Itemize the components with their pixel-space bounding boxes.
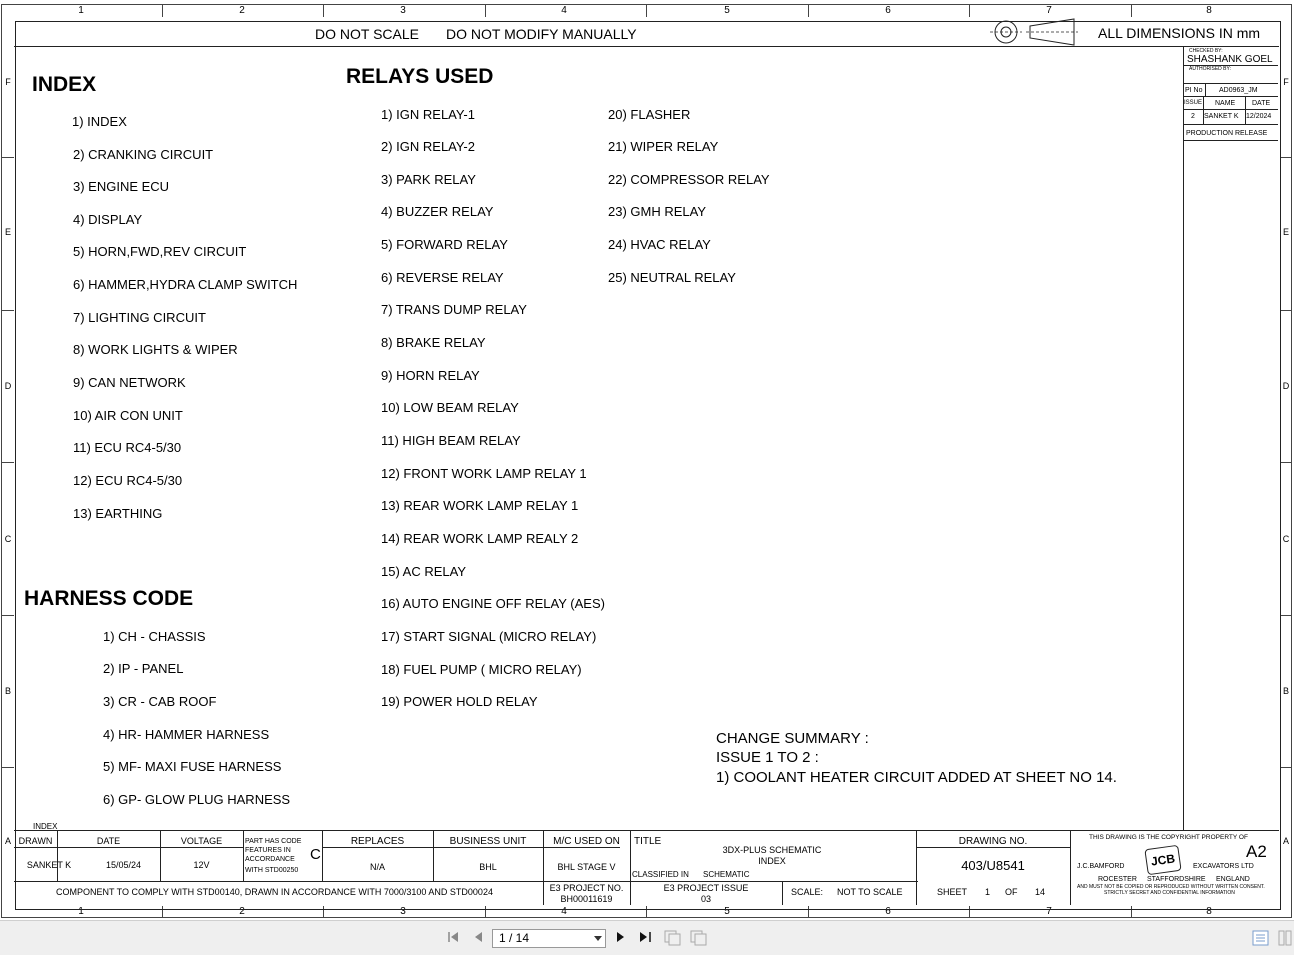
scale-value: NOT TO SCALE bbox=[837, 887, 903, 897]
zone-col-label: 5 bbox=[724, 906, 730, 917]
legal-note-2: STRICTLY SECRET AND CONFIDENTIAL INFORMATION bbox=[1104, 890, 1235, 896]
chevron-down-icon bbox=[594, 936, 602, 942]
name-label: NAME bbox=[1215, 100, 1236, 107]
sheet-word: SHEET bbox=[937, 887, 968, 897]
zone-col-label: 5 bbox=[724, 5, 730, 16]
relay-item: 4) BUZZER RELAY bbox=[381, 204, 494, 219]
index-item: 4) DISPLAY bbox=[73, 212, 143, 227]
pi-no-value: AD0963_JM bbox=[1219, 87, 1258, 94]
zone-col-label: 4 bbox=[561, 906, 567, 917]
index-item: 8) WORK LIGHTS & WIPER bbox=[73, 342, 238, 357]
zone-row-label: F bbox=[5, 77, 11, 87]
relay-item: 22) COMPRESSOR RELAY bbox=[608, 172, 770, 187]
zone-col-label: 6 bbox=[885, 5, 891, 16]
do-not-scale-note: DO NOT SCALE bbox=[315, 26, 419, 42]
relay-item: 10) LOW BEAM RELAY bbox=[381, 400, 519, 415]
two-page-view-button[interactable] bbox=[1278, 930, 1292, 949]
relay-item: 3) PARK RELAY bbox=[381, 172, 476, 187]
comply-note: COMPONENT TO COMPLY WITH STD00140, DRAWN IN ACCORDANCE WITH 7000/3100 AND STD00024 bbox=[56, 887, 493, 897]
harness-item: 1) CH - CHASSIS bbox=[103, 629, 206, 644]
paste-page-icon bbox=[690, 930, 708, 946]
viewer-toolbar bbox=[0, 920, 1294, 955]
legal-note-1: AND MUST NOT BE COPIED OR REPRODUCED WITHOUT WRITTEN CONSENT. bbox=[1077, 884, 1265, 890]
zone-row-label: A bbox=[1282, 836, 1289, 846]
voltage-label: VOLTAGE bbox=[180, 836, 223, 846]
prev-page-icon bbox=[472, 930, 486, 944]
relay-item: 9) HORN RELAY bbox=[381, 368, 480, 383]
drawing-title-line1: 3DX-PLUS SCHEMATIC bbox=[722, 845, 822, 855]
relay-item: 1) IGN RELAY-1 bbox=[381, 107, 475, 122]
two-page-icon bbox=[1278, 930, 1292, 946]
first-page-button[interactable] bbox=[446, 930, 460, 947]
title-label: TITLE bbox=[634, 836, 662, 847]
e3-project-issue-label: E3 PROJECT ISSUE bbox=[663, 883, 749, 893]
part-code-line4: WITH STD00250 bbox=[245, 867, 299, 874]
location-staffordshire: STAFFORDSHIRE bbox=[1147, 876, 1206, 883]
index-item: 10) AIR CON UNIT bbox=[73, 408, 183, 423]
relay-item: 11) HIGH BEAM RELAY bbox=[381, 433, 521, 448]
index-item: 1) INDEX bbox=[72, 114, 127, 129]
drawing-no-label: DRAWING NO. bbox=[958, 836, 1028, 847]
next-page-button[interactable] bbox=[614, 930, 628, 947]
relay-item: 5) FORWARD RELAY bbox=[381, 237, 508, 252]
classified-label: CLASSIFIED IN bbox=[632, 870, 689, 879]
location-rocester: ROCESTER bbox=[1098, 876, 1137, 883]
index-item: 2) CRANKING CIRCUIT bbox=[73, 147, 214, 162]
zone-row-label: A bbox=[4, 836, 11, 846]
zone-row-label: D bbox=[4, 381, 12, 391]
zone-col-label: 8 bbox=[1206, 5, 1212, 16]
relay-item: 16) AUTO ENGINE OFF RELAY (AES) bbox=[381, 596, 605, 611]
harness-item: 2) IP - PANEL bbox=[103, 661, 184, 676]
mc-used-label: M/C USED ON bbox=[553, 836, 620, 847]
relay-item: 14) REAR WORK LAMP REALY 2 bbox=[381, 531, 579, 546]
projection-symbol-icon bbox=[990, 18, 1080, 46]
sheet-total: 14 bbox=[1035, 887, 1046, 897]
zone-col-label: 8 bbox=[1206, 906, 1212, 917]
zone-row-label: D bbox=[1282, 381, 1290, 391]
single-page-view-button[interactable] bbox=[1252, 930, 1270, 949]
relays-heading: RELAYS USED bbox=[346, 65, 494, 88]
e3-project-no-value: BH00011619 bbox=[560, 894, 613, 904]
harness-item: 5) MF- MAXI FUSE HARNESS bbox=[103, 759, 282, 774]
relay-item: 19) POWER HOLD RELAY bbox=[381, 694, 538, 709]
relay-item: 23) GMH RELAY bbox=[608, 204, 707, 219]
company-name-right: EXCAVATORS LTD bbox=[1193, 863, 1254, 870]
name-value: SANKET K bbox=[1204, 113, 1239, 120]
zone-row-label: C bbox=[4, 534, 12, 544]
relay-item: 15) AC RELAY bbox=[381, 564, 467, 579]
relay-item: 17) START SIGNAL (MICRO RELAY) bbox=[381, 629, 597, 644]
relay-item: 25) NEUTRAL RELAY bbox=[608, 270, 736, 285]
relay-item: 20) FLASHER bbox=[608, 107, 691, 122]
single-page-icon bbox=[1252, 930, 1270, 946]
scale-label: SCALE: bbox=[791, 887, 824, 897]
drawing-title-line2: INDEX bbox=[758, 856, 786, 866]
sheet-size: A2 bbox=[1246, 842, 1267, 861]
relay-item: 24) HVAC RELAY bbox=[608, 237, 711, 252]
release-status: PRODUCTION RELEASE bbox=[1186, 130, 1268, 137]
last-page-icon bbox=[638, 930, 654, 944]
sheet-name-label: INDEX bbox=[33, 822, 58, 831]
issue-label: ISSUE bbox=[1184, 100, 1203, 106]
zone-col-label: 6 bbox=[885, 906, 891, 917]
part-code-value: C bbox=[310, 846, 321, 863]
index-item: 12) ECU RC4-5/30 bbox=[73, 473, 183, 488]
zone-row-label: B bbox=[4, 686, 11, 696]
zone-col-label: 3 bbox=[400, 5, 406, 16]
of-word: OF bbox=[1005, 887, 1018, 897]
change-summary-note: 1) COOLANT HEATER CIRCUIT ADDED AT SHEET NO 14. bbox=[716, 769, 1117, 786]
part-code-line1: PART HAS CODE bbox=[245, 838, 302, 845]
harness-heading: HARNESS CODE bbox=[24, 587, 194, 610]
page-thumbs-button[interactable] bbox=[664, 930, 682, 949]
index-item: 13) EARTHING bbox=[73, 506, 163, 521]
change-summary-title: CHANGE SUMMARY : bbox=[716, 730, 869, 747]
page-number-select[interactable] bbox=[492, 929, 606, 948]
page-indicator: 1 / 14 bbox=[499, 931, 530, 945]
zone-col-label: 2 bbox=[239, 5, 245, 16]
drawn-label: DRAWN bbox=[18, 836, 53, 846]
date-value: 15/05/24 bbox=[105, 860, 142, 870]
copy-page-icon bbox=[664, 930, 682, 946]
next-page-icon bbox=[614, 930, 628, 944]
zone-row-label: F bbox=[1283, 77, 1289, 87]
company-name-left: J.C.BAMFORD bbox=[1077, 863, 1125, 870]
date-value: 12/2024 bbox=[1246, 113, 1272, 120]
zone-row-label: C bbox=[1282, 534, 1290, 544]
mc-used-value: BHL STAGE V bbox=[557, 862, 616, 872]
zone-col-label: 2 bbox=[239, 906, 245, 917]
relay-item: 7) TRANS DUMP RELAY bbox=[381, 302, 527, 317]
relay-item: 21) WIPER RELAY bbox=[608, 139, 719, 154]
relay-item: 13) REAR WORK LAMP RELAY 1 bbox=[381, 498, 579, 513]
issue-value: 2 bbox=[1191, 113, 1195, 120]
relay-item: 2) IGN RELAY-2 bbox=[381, 139, 475, 154]
zone-col-label: 7 bbox=[1046, 906, 1052, 917]
page-compare-button[interactable] bbox=[690, 930, 708, 949]
zone-col-label: 1 bbox=[78, 906, 84, 917]
index-item: 6) HAMMER,HYDRA CLAMP SWITCH bbox=[73, 277, 298, 292]
zone-col-label: 3 bbox=[400, 906, 406, 917]
checked-by-value: SHASHANK GOEL bbox=[1187, 54, 1273, 65]
harness-item: 6) GP- GLOW PLUG HARNESS bbox=[103, 792, 291, 807]
copyright-note: THIS DRAWING IS THE COPYRIGHT PROPERTY OF bbox=[1089, 834, 1248, 841]
voltage-value: 12V bbox=[193, 860, 210, 870]
relay-item: 8) BRAKE RELAY bbox=[381, 335, 486, 350]
zone-row-label: B bbox=[1282, 686, 1289, 696]
part-code-line3: ACCORDANCE bbox=[245, 856, 295, 863]
index-item: 5) HORN,FWD,REV CIRCUIT bbox=[73, 244, 247, 259]
prev-page-button[interactable] bbox=[472, 930, 486, 947]
drawn-value: SANKET K bbox=[26, 860, 72, 870]
zone-row-label: E bbox=[1282, 227, 1289, 237]
relay-item: 12) FRONT WORK LAMP RELAY 1 bbox=[381, 466, 587, 481]
replaces-label: REPLACES bbox=[350, 836, 405, 847]
do-not-modify-note: DO NOT MODIFY MANUALLY bbox=[446, 26, 637, 42]
index-item: 7) LIGHTING CIRCUIT bbox=[73, 310, 206, 325]
checked-by-label: CHECKED BY: bbox=[1189, 48, 1223, 54]
classified-value: SCHEMATIC bbox=[703, 870, 750, 879]
harness-item: 4) HR- HAMMER HARNESS bbox=[103, 727, 270, 742]
index-heading: INDEX bbox=[32, 73, 97, 96]
zone-col-label: 7 bbox=[1046, 5, 1052, 16]
zone-row-label: E bbox=[4, 227, 11, 237]
drawing-no-value: 403/U8541 bbox=[961, 858, 1025, 873]
sheet-number: 1 bbox=[985, 887, 991, 897]
index-item: 11) ECU RC4-5/30 bbox=[73, 440, 182, 455]
relay-item: 18) FUEL PUMP ( MICRO RELAY) bbox=[381, 662, 582, 677]
zone-col-label: 4 bbox=[561, 5, 567, 16]
business-unit-label: BUSINESS UNIT bbox=[449, 836, 527, 847]
date-label: DATE bbox=[1252, 100, 1271, 107]
last-page-button[interactable] bbox=[638, 930, 654, 947]
pi-no-label: PI No bbox=[1185, 87, 1203, 94]
e3-project-issue-value: 03 bbox=[700, 894, 711, 904]
dimensions-note: ALL DIMENSIONS IN mm bbox=[1098, 25, 1261, 41]
replaces-value: N/A bbox=[369, 862, 385, 872]
authorised-by-label: AUTHORISED BY: bbox=[1189, 66, 1231, 72]
first-page-icon bbox=[446, 930, 460, 944]
index-item: 9) CAN NETWORK bbox=[73, 375, 186, 390]
date-label: DATE bbox=[96, 836, 121, 846]
harness-item: 3) CR - CAB ROOF bbox=[103, 694, 217, 709]
zone-col-label: 1 bbox=[78, 5, 84, 16]
business-unit-value: BHL bbox=[479, 862, 497, 872]
relay-item: 6) REVERSE RELAY bbox=[381, 270, 504, 285]
jcb-logo-icon: JCB bbox=[1144, 845, 1181, 875]
change-summary-issue: ISSUE 1 TO 2 : bbox=[716, 749, 819, 766]
index-item: 3) ENGINE ECU bbox=[73, 179, 170, 194]
part-code-line2: FEATURES IN bbox=[245, 847, 291, 854]
location-england: ENGLAND bbox=[1216, 876, 1250, 883]
e3-project-no-label: E3 PROJECT NO. bbox=[549, 883, 624, 893]
